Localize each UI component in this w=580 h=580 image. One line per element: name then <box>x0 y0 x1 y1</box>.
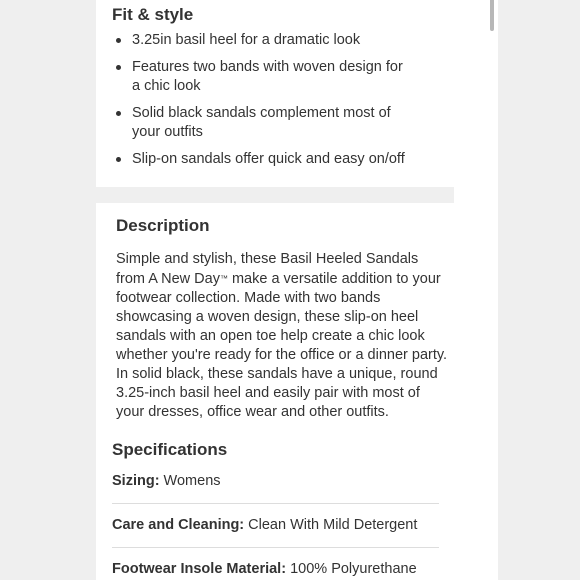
spec-row-sizing <box>112 472 439 491</box>
description-text-part: make a versatile addition to your footwear collection. Made with two bands showcasing a woven design, these slip-on heel sandals with an open toe help create a chic look whether you're ready for the office or a dinner party. In solid black, these sandals have a unique, round 3.25-inch basil heel and easily pair with most of your dresses, office wear and other outfits. <box>116 271 448 420</box>
trademark-symbol: ™ <box>219 274 228 283</box>
spec-value: Womens <box>159 473 221 489</box>
fit-style-heading: Fit & style <box>112 5 194 24</box>
description-text-part: Simple and stylish, these Basil Heeled Sandals from A New Day <box>116 251 419 287</box>
spec-divider <box>112 503 439 504</box>
fit-style-card <box>96 0 454 187</box>
spec-label: Sizing: <box>112 473 160 489</box>
spec-label: Care and Cleaning: <box>112 517 245 533</box>
description-heading: Description <box>116 216 210 235</box>
fit-style-item: 3.25in basil heel for a dramatic look <box>96 31 406 50</box>
spec-divider <box>112 547 439 548</box>
fit-style-item: Solid black sandals complement most of your outfits <box>96 104 406 142</box>
page-right-strip <box>454 0 498 580</box>
description-card <box>96 203 454 580</box>
fit-style-item: Slip-on sandals offer quick and easy on/off <box>96 150 406 169</box>
spec-value: 100% Polyurethane <box>286 561 417 577</box>
spec-value: Clean With Mild Detergent <box>244 517 418 533</box>
specifications-heading: Specifications <box>112 440 228 459</box>
spec-label: Footwear Insole Material: <box>112 561 287 577</box>
spec-row-care <box>112 516 439 535</box>
description-text <box>116 250 449 422</box>
fit-style-item: Features two bands with woven design for a chic look <box>96 58 406 96</box>
spec-row-insole <box>112 560 439 579</box>
fit-style-list <box>96 31 406 177</box>
scrollbar-thumb[interactable] <box>490 0 494 31</box>
